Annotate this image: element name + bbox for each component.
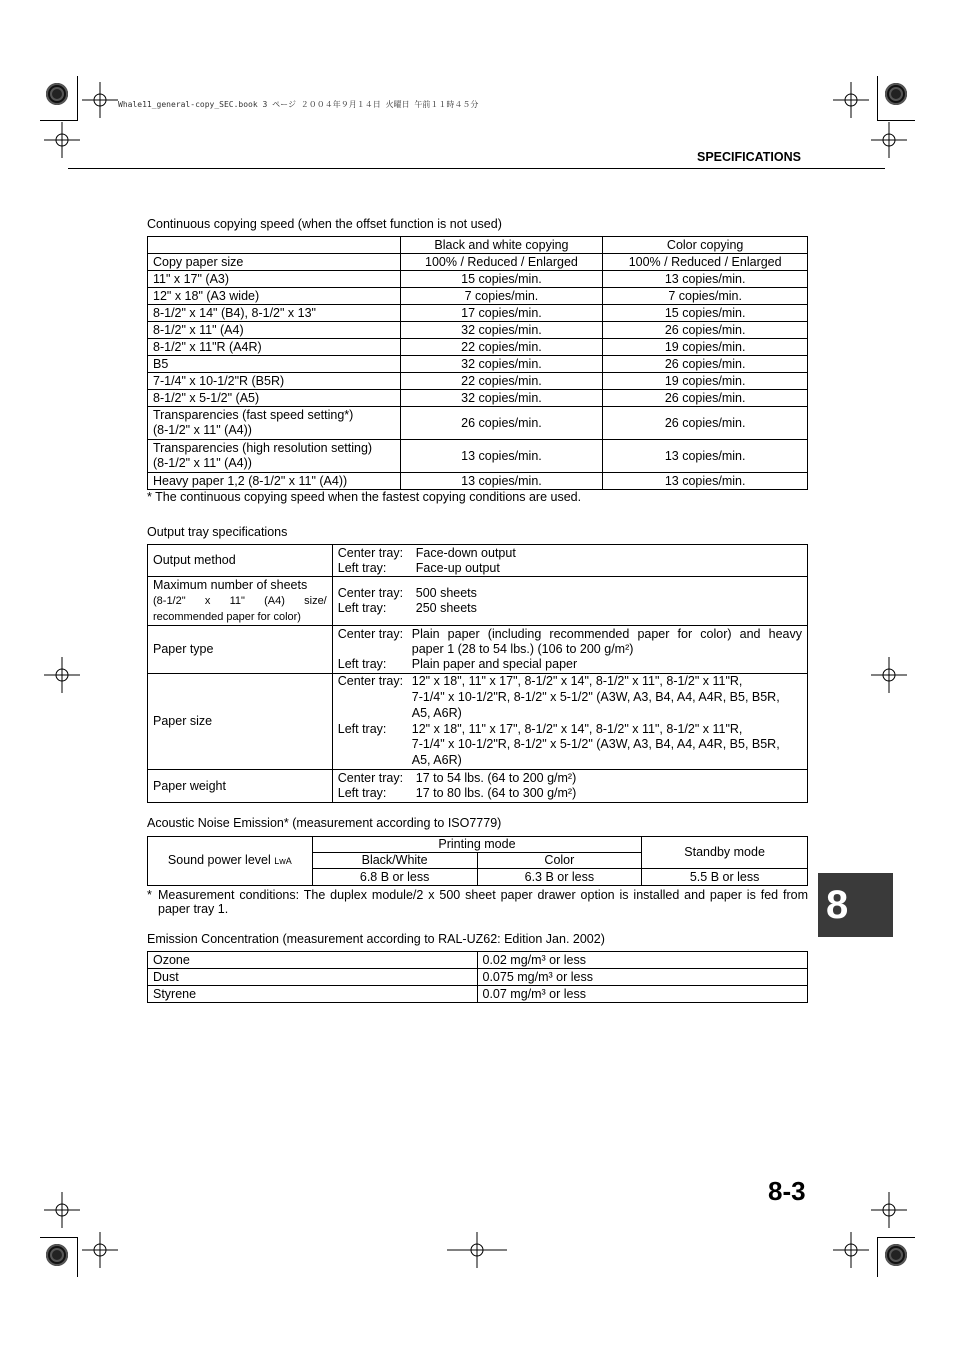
header-cell: Black and white copying [400,237,603,254]
noise-title: Acoustic Noise Emission* (measurement according to ISO7779) [147,816,502,830]
table-row [148,986,808,1003]
page-number: 8-3 [768,1176,806,1206]
table-cell: 13 copies/min. [603,473,808,490]
table-cell: 26 copies/min. [400,407,603,440]
table-cell: 7-1/4" x 10-1/2"R (B5R) [148,373,401,390]
footnote-mark: * [147,888,152,902]
header-cell: Color [477,853,642,869]
header-cell: Standby mode [642,837,808,869]
noise-table [147,836,808,886]
emission-title: Emission Concentration (measurement according to RAL-UZ62: Edition Jan. 2002) [147,932,605,946]
table-cell: 100% / Reduced / Enlarged [603,254,808,271]
cell-line: recommended paper for color) [153,611,301,623]
cell-value: Plain paper (including recommended paper for color) and heavy [411,627,802,641]
table-row [148,271,808,288]
table-cell: Heavy paper 1,2 (8-1/2" x 11" (A4)) [148,473,401,490]
cell-value: 7-1/4" x 10-1/2"R, 8-1/2" x 5-1/2" (A3W, A3, B4, A4, A4R, B5, B5R, [411,737,780,752]
table-row [148,674,808,770]
table-cell: B5 [148,356,401,373]
table-cell [332,577,807,626]
table-cell: 0.02 mg/m³ or less [477,952,808,969]
table-row [148,322,808,339]
table-row [148,407,808,440]
table-cell: 26 copies/min. [603,407,808,440]
footnote-line: paper tray 1. [158,901,229,916]
cell-line: (8-1/2" x 11" (A4)) [153,423,252,437]
row-label: Paper weight [148,770,333,803]
table-cell: 8-1/2" x 5-1/2" (A5) [148,390,401,407]
row-label: Paper type [148,626,333,674]
table-cell [332,545,807,577]
table-cell: 15 copies/min. [400,271,603,288]
cell-value: 17 to 80 lbs. (64 to 300 g/m²) [415,786,577,800]
table-cell: 8-1/2" x 14" (B4), 8-1/2" x 13" [148,305,401,322]
cell-value: 7-1/4" x 10-1/2"R, 8-1/2" x 5-1/2" (A3W, A3, B4, A4, A4R, B5, B5R, [411,689,780,704]
table-row [148,545,808,577]
table-cell: 32 copies/min. [400,322,603,339]
cell-line: Maximum number of sheets [153,578,308,592]
table-cell: 22 copies/min. [400,373,603,390]
table-cell: 15 copies/min. [603,305,808,322]
row-label [148,837,313,886]
table-cell: 26 copies/min. [603,322,808,339]
table-cell: 13 copies/min. [400,440,603,473]
table-cell: 12" x 18" (A3 wide) [148,288,401,305]
center-tray-label: Center tray: [337,627,404,641]
table-cell: Styrene [148,986,478,1003]
table-cell: 26 copies/min. [603,390,808,407]
table-cell: 19 copies/min. [603,339,808,356]
output-tray-table [147,544,808,803]
table-row [148,969,808,986]
table-row [148,305,808,322]
center-tray-label: Center tray: [337,771,404,785]
cell-line: Transparencies (fast speed setting*) [153,408,354,422]
table-cell: 7 copies/min. [603,288,808,305]
table-cell: 11" x 17" (A3) [148,271,401,288]
left-tray-label: Left tray: [337,721,387,736]
table-row [148,254,808,271]
cell-value: 17 to 54 lbs. (64 to 200 g/m²) [415,771,577,785]
header-cell: Printing mode [312,837,642,853]
header-cell [148,237,401,254]
table-cell: 17 copies/min. [400,305,603,322]
table-row [148,473,808,490]
copy-speed-table [147,236,808,490]
cell-value: A5, A6R) [411,753,462,768]
cell-value: paper 1 (28 to 54 lbs.) (106 to 200 g/m²) [411,642,634,656]
table-cell: 32 copies/min. [400,356,603,373]
cell-value: 12" x 18", 11" x 17", 8-1/2" x 14", 8-1/2" x 11", 8-1/2" x 11"R, [411,721,743,736]
copy-speed-title: Continuous copying speed (when the offset function is not used) [147,217,502,231]
table-row [148,577,808,626]
cell-value: 12" x 18", 11" x 17", 8-1/2" x 14", 8-1/2" x 11", 8-1/2" x 11"R, [411,674,743,689]
table-cell: Copy paper size [148,254,401,271]
table-cell: 8-1/2" x 11"R (A4R) [148,339,401,356]
output-tray-title: Output tray specifications [147,525,288,539]
left-tray-label: Left tray: [337,657,387,671]
table-cell: 32 copies/min. [400,390,603,407]
cell-line: (8-1/2" x 11" (A4)) [153,456,252,470]
cell-value: Face-up output [415,560,500,575]
center-tray-label: Center tray: [337,545,404,560]
table-cell: 22 copies/min. [400,339,603,356]
cell-line: Transparencies (high resolution setting) [153,441,373,455]
file-info: Whale11_general-copy_SEC.book 3 ページ ２００４年９月１４日 火曜日 午前１１時４５分 [118,100,479,109]
table-cell: 6.3 B or less [477,869,642,886]
lwa-subscript: LwA [274,856,292,866]
noise-footnote [147,889,808,916]
table-cell: 8-1/2" x 11" (A4) [148,322,401,339]
emission-table [147,951,808,1003]
cell-line: (8-1/2" x 11" (A4) size/ [153,595,327,607]
row-label: Output method [148,545,333,577]
table-cell: 13 copies/min. [400,473,603,490]
row-label [148,577,333,626]
table-cell: 100% / Reduced / Enlarged [400,254,603,271]
table-row [148,390,808,407]
table-cell: 13 copies/min. [603,271,808,288]
section-heading: SPECIFICATIONS [697,150,801,164]
center-tray-label: Center tray: [337,586,404,600]
table-row [148,339,808,356]
table-cell [332,626,807,674]
table-cell: 7 copies/min. [400,288,603,305]
table-cell: 0.07 mg/m³ or less [477,986,808,1003]
table-cell: 13 copies/min. [603,440,808,473]
table-row [148,356,808,373]
left-tray-label: Left tray: [337,560,387,575]
cell-value: 250 sheets [415,601,477,615]
footnote-line: Measurement conditions: The duplex module/2 x 500 sheet paper drawer option is installed and paper is fed from [158,888,808,902]
table-cell: Dust [148,969,478,986]
table-row [148,770,808,803]
table-row [148,626,808,674]
header-cell: Black/White [312,853,477,869]
cell-value: Face-down output [415,545,516,560]
cell-value: A5, A6R) [411,705,462,720]
table-row [148,837,808,853]
table-cell: 19 copies/min. [603,373,808,390]
header-rule [68,168,885,169]
table-row [148,237,808,254]
table-cell [148,440,401,473]
copy-speed-footnote: * The continuous copying speed when the fastest copying conditions are used. [147,490,582,504]
cell-value: Plain paper and special paper [411,657,578,671]
left-tray-label: Left tray: [337,786,387,800]
row-label: Paper size [148,674,333,770]
table-cell: 5.5 B or less [642,869,808,886]
table-cell [332,674,807,770]
table-cell: 6.8 B or less [312,869,477,886]
table-cell [148,407,401,440]
table-cell [332,770,807,803]
table-cell: Ozone [148,952,478,969]
table-row [148,288,808,305]
table-row [148,373,808,390]
table-cell: 26 copies/min. [603,356,808,373]
center-tray-label: Center tray: [337,674,404,689]
table-row [148,440,808,473]
chapter-tab: 8 [818,873,893,937]
cell-value: 500 sheets [415,586,477,600]
header-cell: Color copying [603,237,808,254]
sound-power-label: Sound power level [167,853,271,867]
table-row [148,952,808,969]
left-tray-label: Left tray: [337,601,387,615]
table-cell: 0.075 mg/m³ or less [477,969,808,986]
